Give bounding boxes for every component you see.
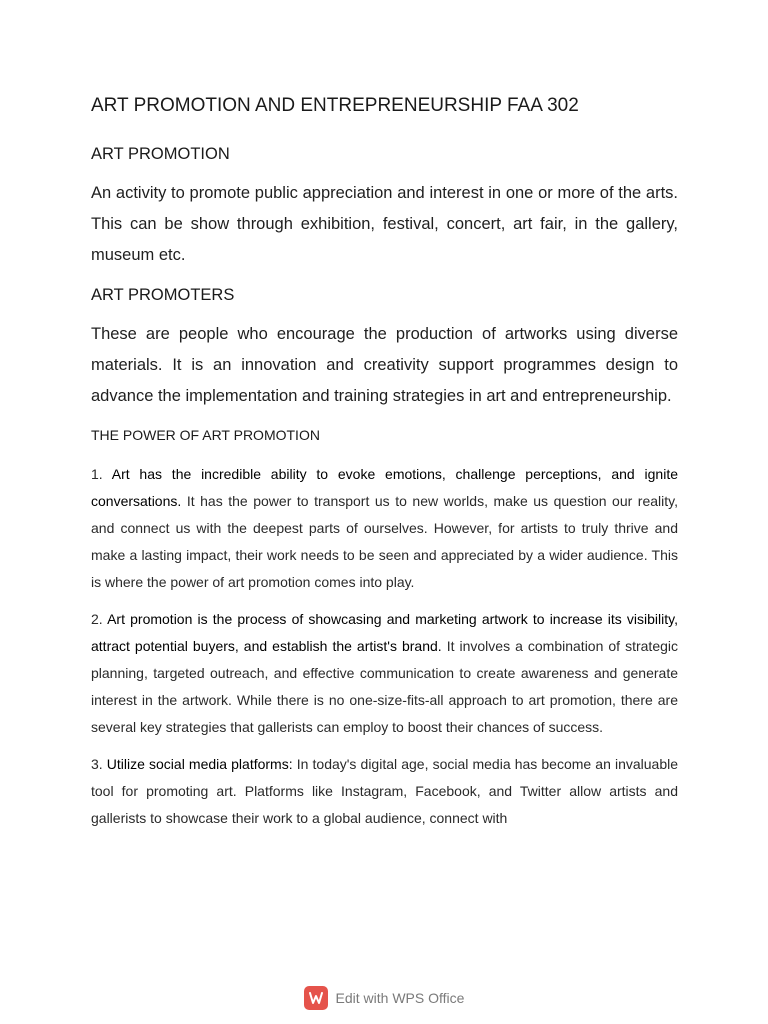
list-item-text: It involves a combination of strategic planning, targeted outreach, and effective communication to create awareness and generate interest in the artwork. While there is no one-size-fits-all approach to art promotion, there are several key strategies that gallerists can employ to boost their chances of success. [91, 638, 678, 735]
list-item [91, 461, 678, 596]
edit-with-wps-office-label: Edit with WPS Office [335, 990, 465, 1006]
edit-with-wps-office-link[interactable] [0, 984, 768, 1012]
list-item-number: 3. [91, 756, 103, 772]
paragraph-art-promotion: An activity to promote public appreciation and interest in one or more of the arts. This can be show through exhibition, festival, concert, art fair, in the gallery, museum etc. [91, 184, 678, 264]
list-item-text: In today's digital age, social media has become an invaluable tool for promoting art. Platforms like Instagram, Facebook, and Twitter allow artists and gallerists to showcase their work to a global audience, connect with [91, 756, 679, 826]
list-item-lead: Art has the incredible ability to evoke emotions, challenge perceptions, and ignite conversations. [91, 466, 678, 509]
list-item [91, 606, 678, 741]
list-item-number: 1. [91, 466, 103, 482]
list-item-lead: Utilize social media platforms: [106, 756, 293, 772]
section-heading-art-promotion: ART PROMOTION [91, 145, 230, 163]
list-item-text: It has the power to transport us to new worlds, make us question our reality, and connect us with the deepest parts of ourselves. However, for artists to truly thrive and make a lasting impact, their work needs to be seen and appreciated by a wider audience. This is where the power of art promotion comes into play. [91, 493, 679, 590]
list-item-lead: Art promotion is the process of showcasing and marketing artwork to increase its visibility, attract potential buyers, and establish the artist's brand. [91, 611, 678, 654]
section-heading-art-promoters: ART PROMOTERS [91, 286, 235, 304]
list-item-number: 2. [91, 611, 103, 627]
wps-office-icon [304, 986, 328, 1010]
document-title: ART PROMOTION AND ENTREPRENEURSHIP FAA 302 [91, 95, 579, 116]
paragraph-art-promoters: These are people who encourage the production of artworks using diverse materials. It is an innovation and creativity support programmes design to advance the implementation and training strategies in art and entrepreneurship. [91, 325, 678, 405]
section-heading-power-of-art-promotion: THE POWER OF ART PROMOTION [91, 427, 320, 443]
document-content [91, 92, 678, 842]
list-item [91, 751, 678, 832]
